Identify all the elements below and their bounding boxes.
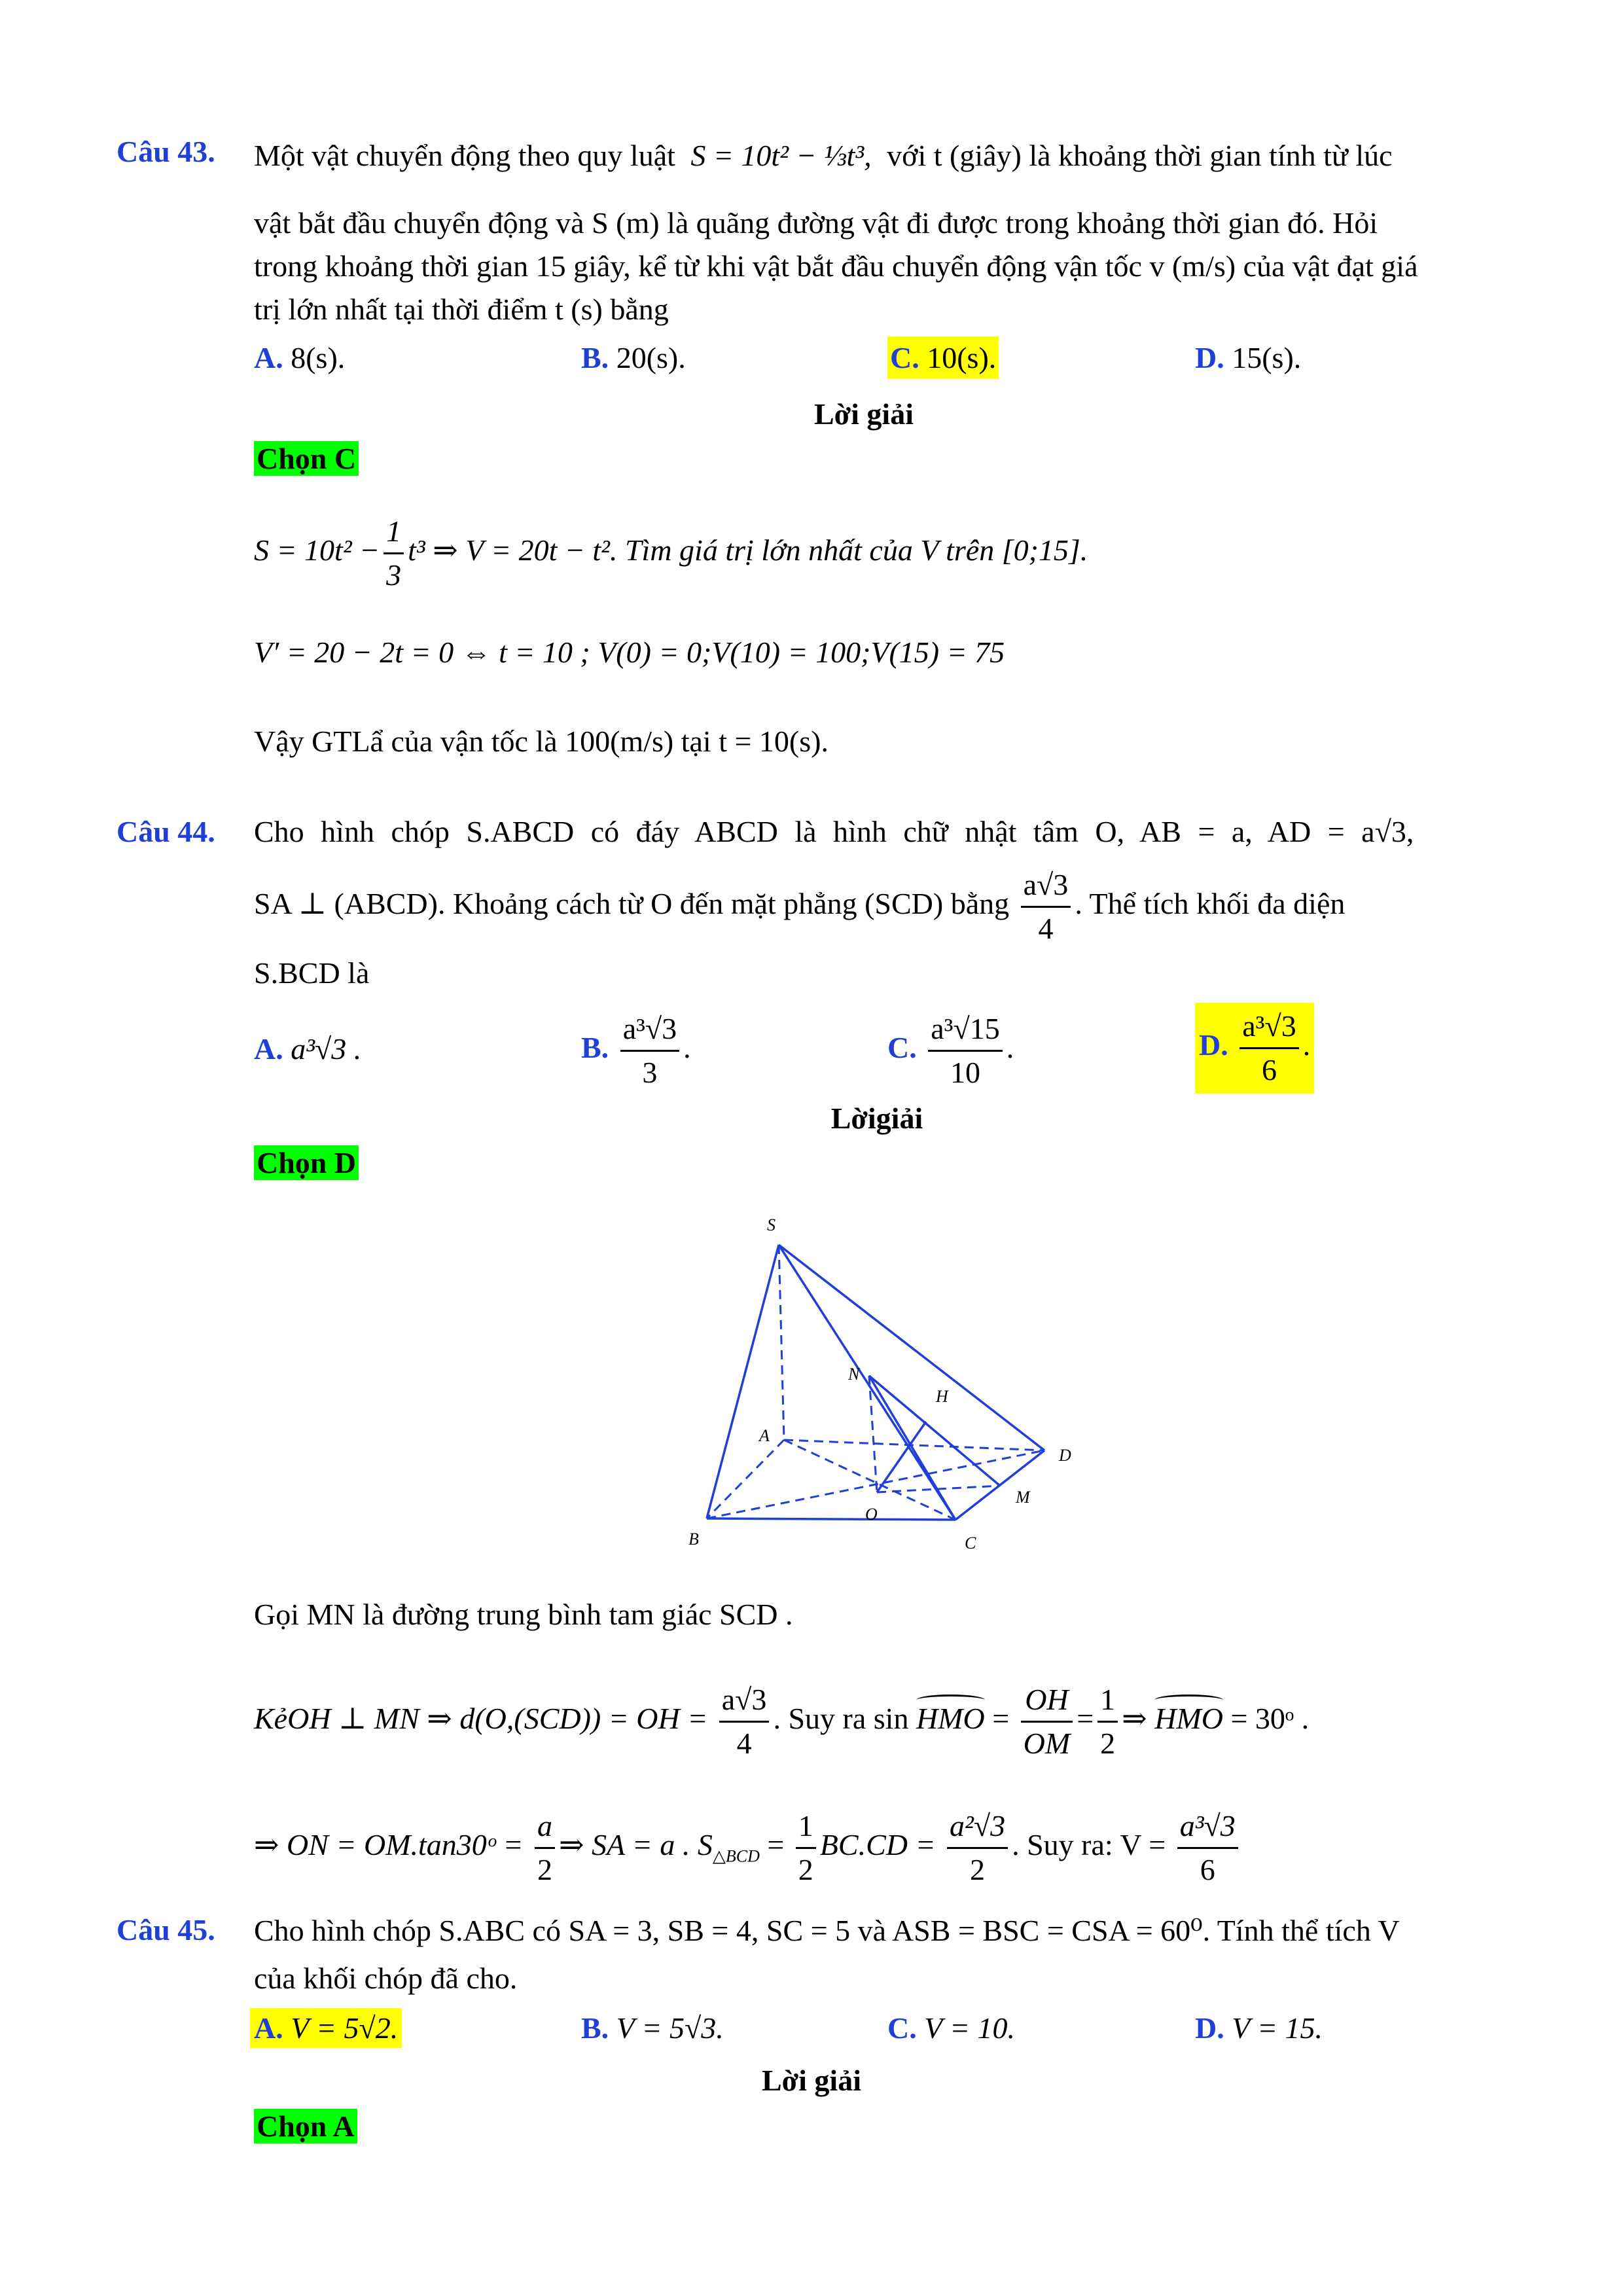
option-letter: A. [254, 341, 283, 374]
q43-option-a[interactable] [254, 340, 345, 375]
q44-sol2: KẻOH ⊥ MN ⇒ d(O,(SCD)) = OH = $\frac{a√3}{4}$ . Suy ra sin HMO = $\frac{OH}{OM}$ = $\frac{1}{2}$ ⇒ HMO = 30ᵒ . [254, 1679, 1309, 1765]
q43-line1 [254, 134, 1510, 177]
q43-solution-title: Lời giải [814, 397, 914, 431]
fraction-a2sqrt3-2 [947, 1805, 1008, 1891]
q44-label: Câu 44. [116, 815, 215, 848]
option-letter: B. [581, 341, 609, 374]
q44-sol3f: . Suy ra: V = [1012, 1828, 1166, 1862]
label-m: M [1016, 1488, 1030, 1507]
label-n: N [848, 1365, 860, 1384]
option-value: V = 10. [924, 2011, 1016, 2045]
edge-nm [869, 1376, 1000, 1486]
edge-sb [707, 1245, 779, 1518]
q45-line1: Cho hình chóp S.ABC có SA = 3, SB = 4, SC = 5 và ASB = BSC = CSA = 60⁰. Tính thể tích V [254, 1914, 1400, 1947]
frac-den: 2 [798, 1853, 813, 1886]
frac-num: 1 [796, 1805, 816, 1849]
q44-option-b[interactable]: B. $\frac{\text{a³√3}}{3}$ . [581, 1008, 691, 1094]
option-value: 20(s). [616, 341, 686, 374]
q45-option-a[interactable] [250, 2008, 402, 2048]
q43-sol1 [254, 511, 1088, 596]
q43-line2: vật bắt đầu chuyển động và S (m) là quãng đường vật đi được trong khoảng thời gian đó. Hỏi [254, 206, 1378, 240]
q43-option-c[interactable] [887, 336, 999, 379]
q45-choice: Chọn A [254, 2109, 357, 2144]
edge-bc [707, 1518, 955, 1520]
q44-sol3e: BC.CD = [819, 1828, 936, 1862]
q44-line2 [254, 864, 1345, 950]
option-letter: D. [1199, 1028, 1228, 1062]
frac-den: 2 [537, 1853, 552, 1886]
option-letter: A. [254, 2011, 283, 2045]
label-o: O [865, 1505, 878, 1524]
q44-sol3b: ⇒ SA = a . S [558, 1828, 713, 1862]
q43-sol1b: t³ ⇒ V = 20t − t². Tìm giá trị lớn nhất của V trên [0;15]. [408, 533, 1088, 567]
q43-line4: trị lớn nhất tại thời điểm t (s) bằng [254, 293, 669, 326]
option-fraction [620, 1008, 679, 1094]
edge-ab [707, 1440, 784, 1518]
q44-sol2b: . Suy ra sin [773, 1702, 909, 1736]
fraction-one-half [1097, 1679, 1118, 1765]
fraction-a-2 [535, 1805, 555, 1891]
q44-sol2a: KẻOH ⊥ MN ⇒ d(O,(SCD)) = OH = [254, 1702, 708, 1736]
q44-line2b: . Thể tích khối đa diện [1075, 887, 1346, 921]
fraction-a3sqrt3-6 [1177, 1805, 1238, 1891]
option-letter: C. [890, 341, 919, 374]
q43-label: Câu 43. [116, 135, 215, 168]
q44-sol1: Gọi MN là đường trung bình tam giác SCD . [254, 1598, 793, 1631]
frac-den: 2 [970, 1853, 986, 1886]
q44-sol3 [254, 1805, 1242, 1891]
frac-num: a³√3 [1177, 1805, 1238, 1849]
q43-option-b[interactable] [581, 340, 686, 375]
frac-num: a [535, 1805, 555, 1849]
q44-distance-fraction [1021, 864, 1071, 950]
frac-num: a√3 [719, 1679, 770, 1723]
q44-sol2f: = 30ᵒ . [1230, 1702, 1310, 1736]
frac-den: 4 [736, 1727, 752, 1760]
option-letter: B. [581, 1031, 609, 1065]
option-value: a³√3 . [291, 1032, 362, 1066]
q43-sol2: V′ = 20 − 2t = 0 ⇔ t = 10 ; V(0) = 0;V(10) = 100;V(15) = 75 [254, 636, 1005, 669]
option-value: V = 5√2. [291, 2011, 399, 2045]
q44-option-d[interactable]: D. $\frac{\text{a³√3}}{6}$ . [1195, 1003, 1314, 1094]
q43-option-d[interactable] [1195, 340, 1301, 375]
fraction-half-2 [796, 1805, 816, 1891]
q44-solution-title: Lờigiải [830, 1102, 923, 1135]
frac-den: 10 [950, 1056, 980, 1089]
option-value: 15(s). [1232, 341, 1302, 374]
q44-sol3a: ⇒ ON = OM.tan30ᵒ = [254, 1828, 524, 1862]
angle-hmo: HMO [916, 1702, 985, 1736]
q44-line3: S.BCD là [254, 956, 370, 990]
q44-option-c[interactable]: C. $\frac{\text{a³√15}}{10}$ . [887, 1008, 1014, 1094]
frac-num: a³√3 [1240, 1005, 1298, 1049]
q44-option-a[interactable] [254, 1031, 361, 1066]
q44-choice: Chọn D [254, 1145, 359, 1180]
q44-sol3c: △BCD [712, 1846, 760, 1866]
q43-sol1a: S = 10t² − [254, 533, 380, 567]
option-letter: B. [581, 2011, 609, 2045]
frac-den: 3 [642, 1056, 658, 1089]
label-h: H [936, 1387, 948, 1406]
q45-option-c[interactable] [887, 2011, 1015, 2045]
option-letter: C. [887, 2011, 917, 2045]
option-value: 8(s). [291, 341, 346, 374]
frac-num: 1 [1097, 1679, 1118, 1723]
q43-sol3: Vậy GTLẩ của vận tốc là 100(m/s) tại t = 10(s). [254, 725, 829, 758]
q44-sol2d: = [992, 1702, 1010, 1736]
frac-num: OH [1021, 1679, 1073, 1723]
q44-sol3d: = [767, 1828, 785, 1862]
option-fraction [1240, 1005, 1298, 1091]
option-value: V = 5√3. [616, 2011, 724, 2045]
q45-label: Câu 45. [116, 1913, 215, 1946]
q44-line1: Cho hình chóp S.ABCD có đáy ABCD là hình chữ nhật tâm O, AB = a, AD = a√3, [254, 815, 1414, 848]
frac-den: 4 [1038, 912, 1054, 945]
option-letter: D. [1195, 2011, 1224, 2045]
q45-option-d[interactable] [1195, 2011, 1323, 2045]
q45-option-b[interactable] [581, 2011, 724, 2045]
option-value: 10(s). [927, 341, 997, 374]
q43-choice: Chọn C [254, 441, 359, 476]
frac-num: a³√15 [928, 1008, 1002, 1052]
frac-den: 6 [1261, 1053, 1277, 1086]
label-a: A [759, 1426, 770, 1445]
frac-den: 2 [1100, 1727, 1116, 1760]
fraction-one-third: $\frac{1}{3}$ [383, 511, 404, 596]
frac-num: a²√3 [947, 1805, 1008, 1849]
edge-sa [779, 1245, 784, 1440]
label-c: C [965, 1534, 976, 1552]
q43-line3: trong khoảng thời gian 15 giây, kể từ khi vật bắt đầu chuyển động vận tốc v (m/s) của vật đạt giá [254, 249, 1418, 283]
label-b: B [688, 1530, 699, 1549]
fraction-a-sqrt3-4 [719, 1679, 770, 1765]
frac-num: a√3 [1021, 864, 1071, 908]
q45-solution-title: Lời giải [762, 2064, 861, 2097]
q43-text1: Một vật chuyển động theo quy luật [254, 139, 675, 172]
q45-line2: của khối chóp đã cho. [254, 1962, 518, 1995]
option-letter: D. [1195, 341, 1224, 374]
q44-sol2e: ⇒ [1122, 1702, 1147, 1736]
option-value: V = 15. [1232, 2011, 1323, 2045]
label-s: S [767, 1215, 776, 1234]
label-d: D [1059, 1446, 1071, 1465]
q43-formula-s: S = 10t² − ⅓t³, [690, 139, 872, 172]
frac-den: 6 [1200, 1853, 1215, 1886]
frac-den: OM [1023, 1727, 1071, 1760]
pyramid-figure [668, 1204, 1073, 1571]
option-letter: C. [887, 1031, 917, 1065]
option-letter: A. [254, 1032, 283, 1066]
q44-line2a: SA ⊥ (ABCD). Khoảng cách từ O đến mặt phẳng (SCD) bằng [254, 887, 1010, 921]
fraction-oh-om [1021, 1679, 1073, 1765]
q43-text2: với t (giây) là khoảng thời gian tính từ lúc [887, 139, 1393, 172]
frac-num: a³√3 [620, 1008, 679, 1052]
edge-sd [779, 1245, 1044, 1450]
angle-hmo-2: HMO [1154, 1702, 1223, 1736]
option-fraction [928, 1008, 1002, 1094]
